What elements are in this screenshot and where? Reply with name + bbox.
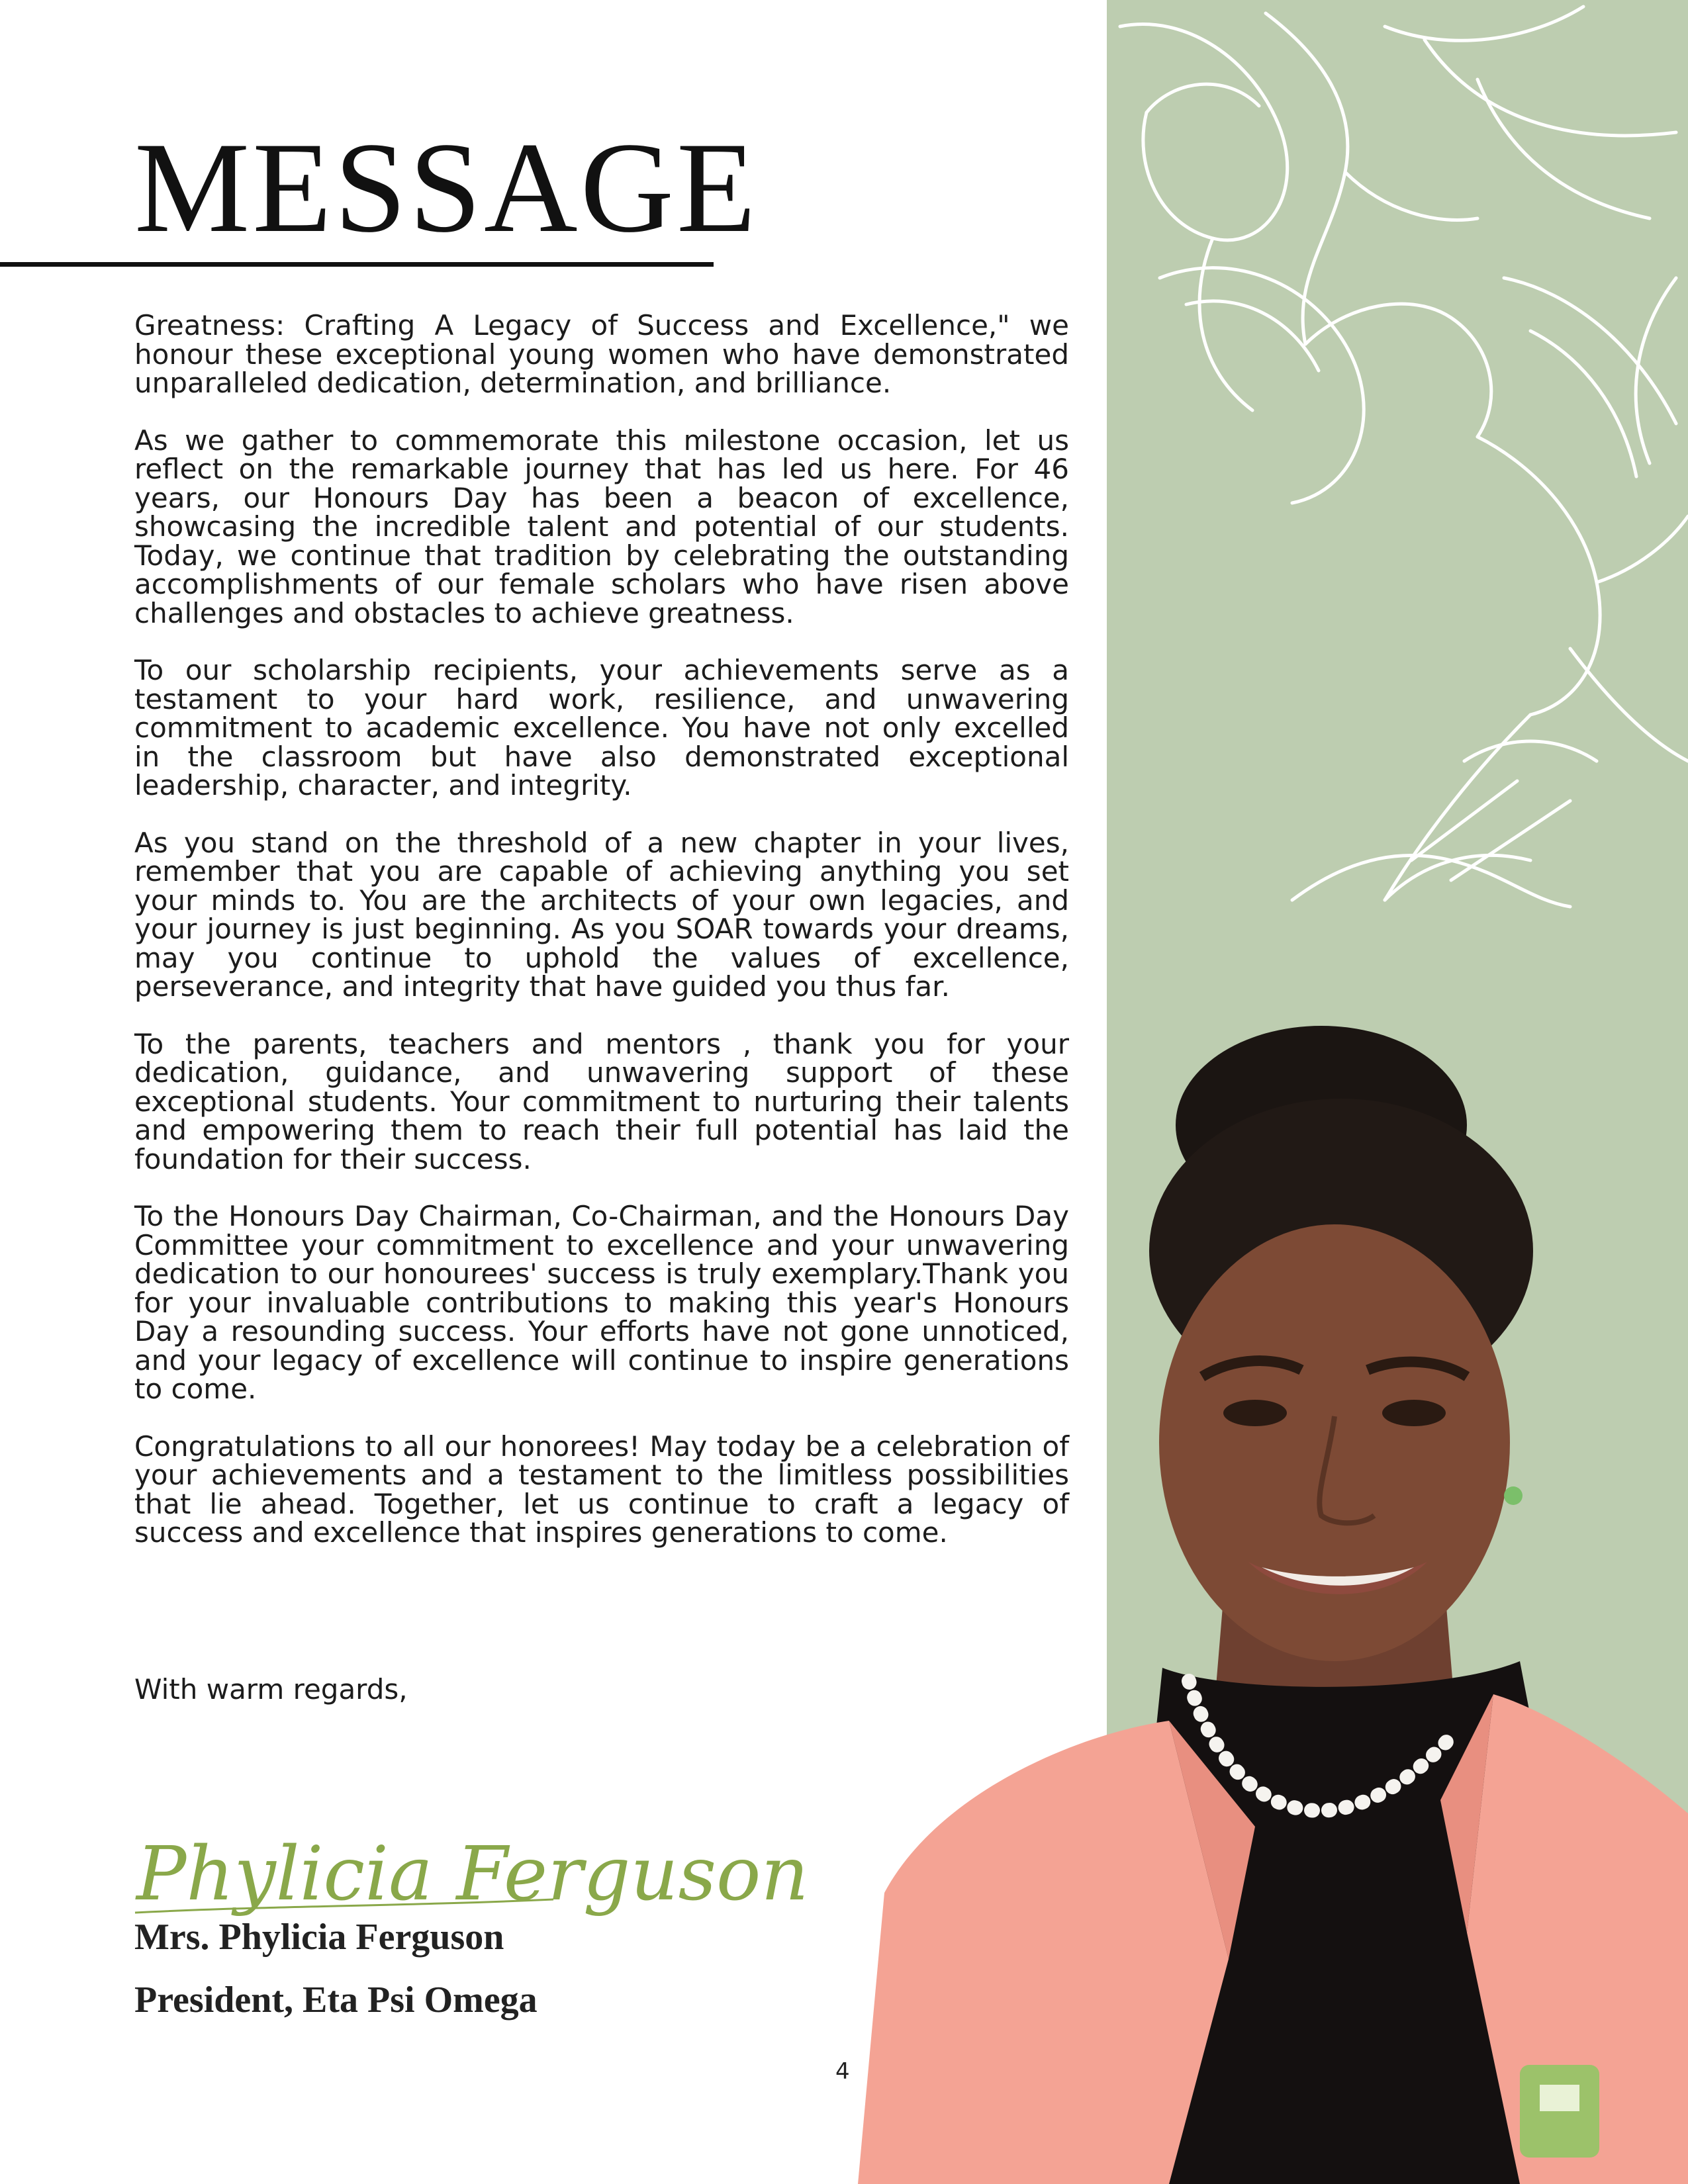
title-underline — [0, 262, 714, 267]
svg-text:Phylicia Ferguson: Phylicia Ferguson — [136, 1831, 809, 1917]
page-title: MESSAGE — [134, 116, 759, 259]
signer-name: Mrs. Phylicia Ferguson — [134, 1917, 504, 1958]
message-paragraph: To our scholarship recipients, your achievements serve as a testament to your hard work, resilience, and unwavering commitment to academic excellence. You have not only excelled in the classroom but have also demonstrated exceptional leadership, character, and integrity. — [134, 654, 1069, 801]
message-paragraph: Greatness: Crafting A Legacy of Success and Excellence," we honour these exceptional young women who have demonstrated unparalleled dedication, determination, and brilliance. — [134, 309, 1069, 399]
message-paragraph: To the Honours Day Chairman, Co-Chairman, and the Honours Day Committee your commitment to excellence and your unwavering dedication to our honourees' success is truly exemplary.Thank you for your invaluable contributions to making this year's Honours Day a resounding success. Your efforts have not gone unnoticed, and your legacy of excellence will continue to inspire generations to come. — [134, 1200, 1069, 1405]
message-paragraph: Congratulations to all our honorees! May today be a celebration of your achievements and a testament to the limitless possibilities that lie ahead. Together, let us continue to craft a legacy of success and excellence that inspires generations to come. — [134, 1430, 1069, 1549]
floral-line-art — [1107, 0, 1688, 940]
president-portrait-photo — [858, 1032, 1688, 2184]
signer-title: President, Eta Psi Omega — [134, 1979, 538, 2021]
closing-line: With warm regards, — [134, 1673, 408, 1706]
message-paragraph: To the parents, teachers and mentors , thank you for your dedication, guidance, and unwavering support of these exceptional students. Your commitment to nurturing their talents and empowering them to reach their full potential has laid the foundation for their success. — [134, 1027, 1069, 1175]
page-number: 4 — [835, 2058, 850, 2085]
message-paragraph: As we gather to commemorate this milestone occasion, let us reflect on the remarkable journey that has led us here. For 46 years, our Honours Day has been a beacon of excellence, showcasing the incredible talent and potential of our students. Today, we continue that tradition by celebrating the outstanding accomplishments of our female scholars who have risen above challenges and obstacles to achieve greatness. — [134, 424, 1069, 629]
message-paragraph: As you stand on the threshold of a new chapter in your lives, remember that you are capable of achieving anything you set your minds to. You are the architects of your own legacies, and your journey is just beginning. As you SOAR towards your dreams, may you continue to uphold the values of excellence, perseverance, and integrity that have guided you thus far. — [134, 826, 1069, 1003]
